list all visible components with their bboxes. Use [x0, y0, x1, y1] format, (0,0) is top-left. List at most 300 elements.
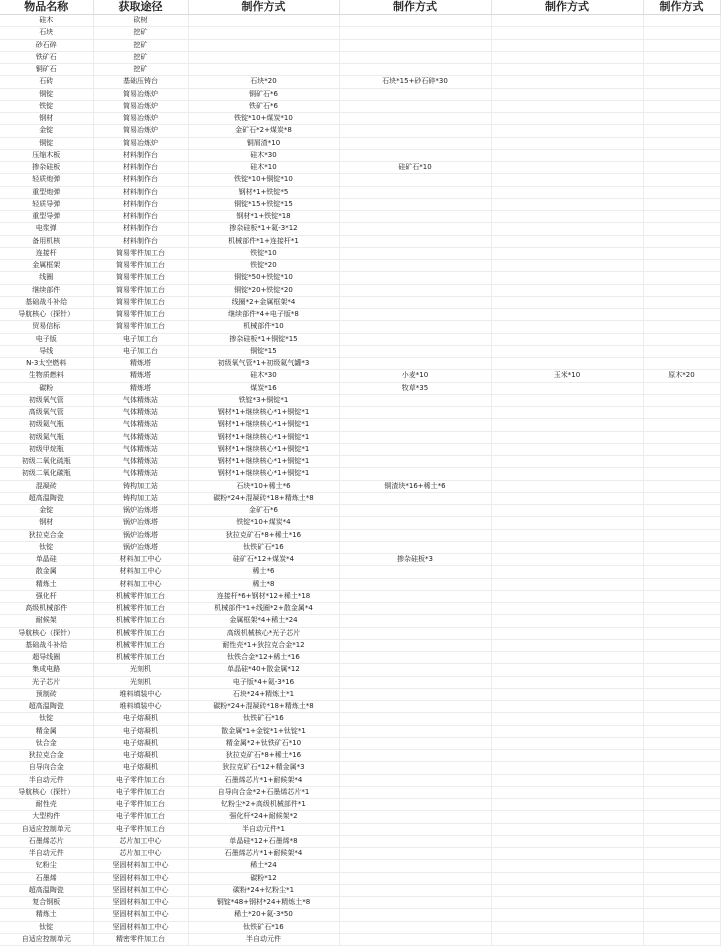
- cell-recipe-4[interactable]: [643, 39, 720, 51]
- cell-recipe-1[interactable]: 钛铁矿石*16: [188, 541, 339, 553]
- cell-recipe-1[interactable]: 钢材*1+继续核心*1+铜锭*1: [188, 468, 339, 480]
- cell-item-name[interactable]: 线圈: [0, 272, 93, 284]
- cell-item-name[interactable]: 导线: [0, 345, 93, 357]
- cell-recipe-3[interactable]: [491, 505, 643, 517]
- cell-recipe-3[interactable]: [491, 750, 643, 762]
- cell-recipe-3[interactable]: [491, 272, 643, 284]
- cell-item-name[interactable]: 精炼土: [0, 578, 93, 590]
- cell-recipe-2[interactable]: [339, 774, 491, 786]
- header-recipe-4[interactable]: 制作方式: [643, 0, 720, 15]
- cell-recipe-3[interactable]: [491, 701, 643, 713]
- cell-recipe-1[interactable]: 硅木*30: [188, 370, 339, 382]
- cell-source[interactable]: 光刻机: [93, 676, 188, 688]
- header-item-name[interactable]: 物品名称: [0, 0, 93, 15]
- cell-item-name[interactable]: 生物质燃料: [0, 370, 93, 382]
- cell-recipe-1[interactable]: [188, 27, 339, 39]
- cell-recipe-1[interactable]: 散金属*1+金锭*1+钛锭*1: [188, 725, 339, 737]
- cell-recipe-4[interactable]: [643, 296, 720, 308]
- cell-recipe-3[interactable]: [491, 407, 643, 419]
- cell-recipe-2[interactable]: [339, 333, 491, 345]
- cell-item-name[interactable]: 石墨烯: [0, 872, 93, 884]
- cell-recipe-1[interactable]: 稀土*8: [188, 578, 339, 590]
- cell-recipe-4[interactable]: [643, 64, 720, 76]
- cell-source[interactable]: 简易冶炼炉: [93, 125, 188, 137]
- cell-source[interactable]: 材料制作台: [93, 198, 188, 210]
- cell-item-name[interactable]: 超高温陶瓷: [0, 701, 93, 713]
- cell-source[interactable]: 精炼塔: [93, 358, 188, 370]
- cell-recipe-2[interactable]: [339, 884, 491, 896]
- cell-source[interactable]: 气体精炼站: [93, 419, 188, 431]
- cell-source[interactable]: 气体精炼站: [93, 456, 188, 468]
- cell-item-name[interactable]: 导航核心（探针）: [0, 309, 93, 321]
- cell-recipe-3[interactable]: [491, 603, 643, 615]
- cell-recipe-2[interactable]: [339, 492, 491, 504]
- cell-recipe-4[interactable]: [643, 407, 720, 419]
- cell-source[interactable]: 堆料填装中心: [93, 701, 188, 713]
- cell-recipe-1[interactable]: 钢材*1+继续核心*1+铜锭*1: [188, 443, 339, 455]
- cell-source[interactable]: 简易零件加工台: [93, 247, 188, 259]
- cell-recipe-2[interactable]: [339, 823, 491, 835]
- cell-recipe-1[interactable]: [188, 51, 339, 63]
- cell-item-name[interactable]: 石块: [0, 27, 93, 39]
- cell-recipe-3[interactable]: [491, 480, 643, 492]
- cell-recipe-1[interactable]: 铜锭*15: [188, 345, 339, 357]
- cell-item-name[interactable]: 铜矿石: [0, 64, 93, 76]
- cell-recipe-3[interactable]: [491, 835, 643, 847]
- cell-source[interactable]: 机械零件加工台: [93, 627, 188, 639]
- cell-source[interactable]: 电子零件加工台: [93, 811, 188, 823]
- cell-item-name[interactable]: 备用机核: [0, 235, 93, 247]
- cell-source[interactable]: 坚固材料加工中心: [93, 921, 188, 933]
- cell-recipe-1[interactable]: 金矿石*6: [188, 505, 339, 517]
- cell-recipe-2[interactable]: [339, 652, 491, 664]
- cell-recipe-1[interactable]: 石墨烯芯片*1+耐候架*4: [188, 848, 339, 860]
- cell-recipe-3[interactable]: [491, 774, 643, 786]
- cell-item-name[interactable]: 预制砖: [0, 688, 93, 700]
- cell-recipe-3[interactable]: [491, 382, 643, 394]
- cell-recipe-2[interactable]: 铜渣块*16+稀土*6: [339, 480, 491, 492]
- cell-recipe-4[interactable]: [643, 198, 720, 210]
- cell-recipe-4[interactable]: [643, 223, 720, 235]
- cell-recipe-2[interactable]: [339, 358, 491, 370]
- cell-recipe-2[interactable]: [339, 517, 491, 529]
- cell-recipe-2[interactable]: [339, 223, 491, 235]
- cell-recipe-3[interactable]: [491, 652, 643, 664]
- cell-recipe-2[interactable]: [339, 443, 491, 455]
- cell-item-name[interactable]: 基础战斗补给: [0, 639, 93, 651]
- cell-recipe-2[interactable]: [339, 615, 491, 627]
- cell-source[interactable]: 材料制作台: [93, 235, 188, 247]
- cell-recipe-1[interactable]: 钢材*1+继续核心*1+铜锭*1: [188, 431, 339, 443]
- cell-recipe-1[interactable]: 连接杆*6+钢材*12+稀土*18: [188, 590, 339, 602]
- cell-recipe-1[interactable]: 铁矿石*6: [188, 100, 339, 112]
- cell-item-name[interactable]: 石砖: [0, 76, 93, 88]
- cell-recipe-1[interactable]: 掺杂硅板*1+氦-3*12: [188, 223, 339, 235]
- cell-item-name[interactable]: 钛锭: [0, 713, 93, 725]
- cell-recipe-3[interactable]: [491, 676, 643, 688]
- cell-recipe-2[interactable]: [339, 137, 491, 149]
- cell-recipe-4[interactable]: [643, 652, 720, 664]
- cell-recipe-2[interactable]: 硅矿石*10: [339, 162, 491, 174]
- cell-recipe-2[interactable]: [339, 100, 491, 112]
- cell-recipe-2[interactable]: 牧草*35: [339, 382, 491, 394]
- cell-item-name[interactable]: 超高温陶瓷: [0, 492, 93, 504]
- cell-recipe-3[interactable]: [491, 921, 643, 933]
- cell-recipe-1[interactable]: 单晶硅*12+石墨烯*8: [188, 835, 339, 847]
- cell-source[interactable]: 光刻机: [93, 664, 188, 676]
- cell-item-name[interactable]: 初级二氧化碳瓶: [0, 468, 93, 480]
- cell-recipe-1[interactable]: 铜屑渣*10: [188, 137, 339, 149]
- cell-recipe-4[interactable]: [643, 247, 720, 259]
- cell-recipe-4[interactable]: [643, 848, 720, 860]
- cell-source[interactable]: 锅炉冶炼塔: [93, 505, 188, 517]
- cell-recipe-1[interactable]: 石块*10+稀土*6: [188, 480, 339, 492]
- cell-recipe-4[interactable]: [643, 701, 720, 713]
- cell-recipe-4[interactable]: [643, 211, 720, 223]
- cell-recipe-2[interactable]: [339, 284, 491, 296]
- cell-item-name[interactable]: 高级氧气管: [0, 407, 93, 419]
- cell-source[interactable]: 坚固材料加工中心: [93, 884, 188, 896]
- cell-source[interactable]: 锅炉冶炼塔: [93, 529, 188, 541]
- cell-recipe-1[interactable]: 电子版*4+氦-3*16: [188, 676, 339, 688]
- cell-recipe-4[interactable]: [643, 933, 720, 945]
- cell-recipe-3[interactable]: [491, 786, 643, 798]
- cell-recipe-3[interactable]: [491, 345, 643, 357]
- cell-item-name[interactable]: 铜锭: [0, 88, 93, 100]
- cell-recipe-3[interactable]: [491, 443, 643, 455]
- cell-item-name[interactable]: 钢材: [0, 517, 93, 529]
- cell-source[interactable]: 材料制作台: [93, 162, 188, 174]
- cell-item-name[interactable]: 半自动元件: [0, 774, 93, 786]
- cell-item-name[interactable]: 铁矿石: [0, 51, 93, 63]
- cell-recipe-3[interactable]: [491, 223, 643, 235]
- cell-source[interactable]: 芯片加工中心: [93, 848, 188, 860]
- cell-recipe-3[interactable]: [491, 823, 643, 835]
- cell-item-name[interactable]: 电子版: [0, 333, 93, 345]
- cell-recipe-4[interactable]: [643, 627, 720, 639]
- cell-recipe-4[interactable]: [643, 615, 720, 627]
- cell-source[interactable]: 芯片加工中心: [93, 835, 188, 847]
- cell-source[interactable]: 坚固材料加工中心: [93, 872, 188, 884]
- cell-item-name[interactable]: 高级机械部件: [0, 603, 93, 615]
- cell-recipe-4[interactable]: [643, 529, 720, 541]
- cell-recipe-4[interactable]: [643, 505, 720, 517]
- cell-source[interactable]: 坚固材料加工中心: [93, 860, 188, 872]
- cell-recipe-1[interactable]: 稀土*6: [188, 566, 339, 578]
- cell-recipe-4[interactable]: [643, 76, 720, 88]
- cell-source[interactable]: 电子加工台: [93, 333, 188, 345]
- cell-item-name[interactable]: 强化杆: [0, 590, 93, 602]
- cell-recipe-1[interactable]: 精金属*2+钛铁矿石*10: [188, 737, 339, 749]
- cell-source[interactable]: 简易冶炼炉: [93, 88, 188, 100]
- cell-recipe-2[interactable]: [339, 247, 491, 259]
- cell-item-name[interactable]: 初级氦气瓶: [0, 419, 93, 431]
- cell-recipe-1[interactable]: 钢材*1+继续核心*1+铜锭*1: [188, 407, 339, 419]
- cell-recipe-3[interactable]: [491, 456, 643, 468]
- cell-recipe-2[interactable]: [339, 296, 491, 308]
- cell-recipe-4[interactable]: [643, 811, 720, 823]
- cell-recipe-1[interactable]: 机械部件*1+连接杆*1: [188, 235, 339, 247]
- cell-recipe-4[interactable]: [643, 835, 720, 847]
- cell-recipe-2[interactable]: [339, 235, 491, 247]
- cell-recipe-2[interactable]: [339, 260, 491, 272]
- cell-recipe-2[interactable]: [339, 321, 491, 333]
- cell-item-name[interactable]: 压缩木板: [0, 149, 93, 161]
- cell-source[interactable]: 锅炉冶炼塔: [93, 541, 188, 553]
- cell-recipe-2[interactable]: [339, 125, 491, 137]
- cell-source[interactable]: 挖矿: [93, 39, 188, 51]
- cell-source[interactable]: 气体精炼站: [93, 468, 188, 480]
- cell-recipe-1[interactable]: 铁锭*3+铜锭*1: [188, 394, 339, 406]
- cell-source[interactable]: 材料制作台: [93, 149, 188, 161]
- cell-recipe-3[interactable]: [491, 811, 643, 823]
- cell-item-name[interactable]: 硅木: [0, 15, 93, 27]
- cell-source[interactable]: 电子零件加工台: [93, 823, 188, 835]
- cell-recipe-4[interactable]: [643, 639, 720, 651]
- cell-recipe-2[interactable]: 掺杂硅板*3: [339, 554, 491, 566]
- cell-item-name[interactable]: 继续部件: [0, 284, 93, 296]
- cell-recipe-2[interactable]: [339, 211, 491, 223]
- cell-recipe-3[interactable]: [491, 578, 643, 590]
- cell-recipe-1[interactable]: [188, 64, 339, 76]
- cell-item-name[interactable]: N-3太空燃料: [0, 358, 93, 370]
- cell-item-name[interactable]: 超导线圈: [0, 652, 93, 664]
- cell-recipe-3[interactable]: [491, 872, 643, 884]
- cell-recipe-1[interactable]: 碳粉*12: [188, 872, 339, 884]
- cell-item-name[interactable]: 半自动元件: [0, 848, 93, 860]
- cell-recipe-1[interactable]: 钢材*1+铁锭*18: [188, 211, 339, 223]
- cell-recipe-2[interactable]: [339, 394, 491, 406]
- cell-recipe-2[interactable]: [339, 835, 491, 847]
- cell-recipe-1[interactable]: 煤炭*16: [188, 382, 339, 394]
- cell-recipe-4[interactable]: [643, 443, 720, 455]
- cell-recipe-2[interactable]: [339, 578, 491, 590]
- cell-item-name[interactable]: 精炼土: [0, 909, 93, 921]
- cell-recipe-4[interactable]: [643, 88, 720, 100]
- cell-recipe-3[interactable]: [491, 149, 643, 161]
- cell-source[interactable]: 简易零件加工台: [93, 272, 188, 284]
- cell-recipe-2[interactable]: 石块*15+砂石碎*30: [339, 76, 491, 88]
- cell-recipe-1[interactable]: 碳粉*24+混凝砖*18+精炼土*8: [188, 492, 339, 504]
- cell-source[interactable]: 堆料填装中心: [93, 688, 188, 700]
- cell-recipe-2[interactable]: [339, 848, 491, 860]
- cell-source[interactable]: 电子熔凝机: [93, 713, 188, 725]
- cell-recipe-2[interactable]: [339, 15, 491, 27]
- cell-recipe-4[interactable]: [643, 431, 720, 443]
- cell-source[interactable]: 电子熔凝机: [93, 725, 188, 737]
- cell-item-name[interactable]: 金属框架: [0, 260, 93, 272]
- cell-item-name[interactable]: 钛锭: [0, 921, 93, 933]
- cell-source[interactable]: 坚固材料加工中心: [93, 897, 188, 909]
- cell-item-name[interactable]: 轻质导弹: [0, 198, 93, 210]
- cell-recipe-2[interactable]: [339, 676, 491, 688]
- cell-recipe-3[interactable]: [491, 64, 643, 76]
- cell-recipe-1[interactable]: 铁锭*20: [188, 260, 339, 272]
- cell-source[interactable]: 气体精炼站: [93, 443, 188, 455]
- cell-recipe-4[interactable]: [643, 688, 720, 700]
- cell-source[interactable]: 材料制作台: [93, 211, 188, 223]
- cell-item-name[interactable]: 导航核心（探针）: [0, 627, 93, 639]
- cell-recipe-3[interactable]: [491, 566, 643, 578]
- cell-recipe-3[interactable]: [491, 137, 643, 149]
- cell-recipe-2[interactable]: [339, 701, 491, 713]
- cell-recipe-2[interactable]: [339, 909, 491, 921]
- cell-recipe-3[interactable]: [491, 333, 643, 345]
- header-recipe-2[interactable]: 制作方式: [339, 0, 491, 15]
- cell-recipe-3[interactable]: [491, 713, 643, 725]
- cell-recipe-1[interactable]: 钛铁矿石*16: [188, 921, 339, 933]
- header-source[interactable]: 获取途径: [93, 0, 188, 15]
- cell-recipe-3[interactable]: [491, 762, 643, 774]
- cell-recipe-4[interactable]: [643, 492, 720, 504]
- cell-recipe-2[interactable]: [339, 566, 491, 578]
- cell-recipe-3[interactable]: [491, 529, 643, 541]
- cell-recipe-1[interactable]: 金矿石*2+煤炭*8: [188, 125, 339, 137]
- cell-item-name[interactable]: 集成电路: [0, 664, 93, 676]
- cell-recipe-1[interactable]: 机械部件*10: [188, 321, 339, 333]
- cell-item-name[interactable]: 耐候架: [0, 615, 93, 627]
- cell-item-name[interactable]: 铁锭: [0, 100, 93, 112]
- cell-recipe-3[interactable]: [491, 737, 643, 749]
- cell-recipe-4[interactable]: [643, 137, 720, 149]
- cell-source[interactable]: 材料加工中心: [93, 554, 188, 566]
- cell-recipe-3[interactable]: [491, 125, 643, 137]
- cell-item-name[interactable]: 单晶硅: [0, 554, 93, 566]
- cell-recipe-2[interactable]: [339, 603, 491, 615]
- cell-recipe-1[interactable]: 强化杆*24+耐候架*2: [188, 811, 339, 823]
- cell-item-name[interactable]: 钛合金: [0, 737, 93, 749]
- cell-recipe-4[interactable]: [643, 309, 720, 321]
- cell-recipe-2[interactable]: [339, 627, 491, 639]
- cell-recipe-2[interactable]: [339, 456, 491, 468]
- cell-recipe-4[interactable]: [643, 554, 720, 566]
- cell-recipe-1[interactable]: 硅矿石*12+煤炭*4: [188, 554, 339, 566]
- cell-recipe-2[interactable]: [339, 345, 491, 357]
- cell-source[interactable]: 挖矿: [93, 51, 188, 63]
- cell-source[interactable]: 机械零件加工台: [93, 652, 188, 664]
- cell-item-name[interactable]: 钛锭: [0, 541, 93, 553]
- cell-source[interactable]: 电子零件加工台: [93, 774, 188, 786]
- cell-recipe-4[interactable]: [643, 578, 720, 590]
- cell-source[interactable]: 机械零件加工台: [93, 615, 188, 627]
- cell-recipe-1[interactable]: 狄拉克矿石*12+精金属*3: [188, 762, 339, 774]
- cell-item-name[interactable]: 贸易信标: [0, 321, 93, 333]
- cell-recipe-3[interactable]: [491, 431, 643, 443]
- cell-recipe-4[interactable]: [643, 480, 720, 492]
- cell-recipe-3[interactable]: [491, 186, 643, 198]
- cell-source[interactable]: 气体精炼站: [93, 431, 188, 443]
- cell-recipe-3[interactable]: [491, 309, 643, 321]
- cell-recipe-1[interactable]: 自导向合金*2+石墨烯芯片*1: [188, 786, 339, 798]
- cell-recipe-2[interactable]: [339, 468, 491, 480]
- cell-item-name[interactable]: 金锭: [0, 505, 93, 517]
- cell-recipe-2[interactable]: [339, 799, 491, 811]
- cell-item-name[interactable]: 基础战斗补给: [0, 296, 93, 308]
- cell-recipe-1[interactable]: 铜锭*48+钢材*24+精炼土*8: [188, 897, 339, 909]
- cell-recipe-4[interactable]: [643, 713, 720, 725]
- cell-recipe-4[interactable]: [643, 921, 720, 933]
- cell-source[interactable]: 简易冶炼炉: [93, 100, 188, 112]
- cell-recipe-3[interactable]: [491, 39, 643, 51]
- cell-source[interactable]: 简易冶炼炉: [93, 113, 188, 125]
- cell-source[interactable]: 电子加工台: [93, 345, 188, 357]
- cell-item-name[interactable]: 电浆弹: [0, 223, 93, 235]
- cell-source[interactable]: 材料制作台: [93, 186, 188, 198]
- cell-recipe-3[interactable]: [491, 799, 643, 811]
- cell-item-name[interactable]: 自适应控制单元: [0, 933, 93, 945]
- cell-recipe-4[interactable]: [643, 27, 720, 39]
- cell-recipe-3[interactable]: [491, 419, 643, 431]
- cell-recipe-3[interactable]: [491, 909, 643, 921]
- cell-recipe-1[interactable]: 线圈*2+金属框架*4: [188, 296, 339, 308]
- cell-recipe-2[interactable]: [339, 149, 491, 161]
- cell-recipe-4[interactable]: [643, 676, 720, 688]
- cell-recipe-2[interactable]: [339, 664, 491, 676]
- cell-source[interactable]: 材料制作台: [93, 223, 188, 235]
- cell-source[interactable]: 气体精炼站: [93, 394, 188, 406]
- cell-item-name[interactable]: 混凝砖: [0, 480, 93, 492]
- cell-recipe-3[interactable]: [491, 394, 643, 406]
- cell-recipe-1[interactable]: 铜锭*50+铁锭*10: [188, 272, 339, 284]
- cell-recipe-3[interactable]: [491, 321, 643, 333]
- cell-recipe-3[interactable]: [491, 27, 643, 39]
- cell-recipe-3[interactable]: [491, 162, 643, 174]
- cell-item-name[interactable]: 铜锭: [0, 137, 93, 149]
- cell-recipe-4[interactable]: [643, 272, 720, 284]
- cell-recipe-2[interactable]: [339, 113, 491, 125]
- cell-recipe-1[interactable]: 稀土*20+氦-3*50: [188, 909, 339, 921]
- cell-recipe-1[interactable]: 掺杂硅板*1+铜锭*15: [188, 333, 339, 345]
- cell-recipe-4[interactable]: [643, 321, 720, 333]
- cell-recipe-1[interactable]: 狄拉克矿石*8+稀土*16: [188, 529, 339, 541]
- cell-source[interactable]: 基础压铸台: [93, 76, 188, 88]
- cell-source[interactable]: 铸构加工站: [93, 480, 188, 492]
- cell-recipe-1[interactable]: 耐性壳*1+狄拉克合金*12: [188, 639, 339, 651]
- cell-source[interactable]: 简易冶炼炉: [93, 137, 188, 149]
- cell-recipe-2[interactable]: [339, 51, 491, 63]
- cell-recipe-3[interactable]: [491, 468, 643, 480]
- cell-recipe-1[interactable]: 单晶硅*40+散金属*12: [188, 664, 339, 676]
- cell-recipe-1[interactable]: 半自动元件*1: [188, 823, 339, 835]
- cell-item-name[interactable]: 复合钢板: [0, 897, 93, 909]
- cell-recipe-2[interactable]: [339, 921, 491, 933]
- cell-recipe-2[interactable]: [339, 933, 491, 945]
- cell-recipe-1[interactable]: 铁锭*10+煤炭*10: [188, 113, 339, 125]
- cell-recipe-1[interactable]: 石墨烯芯片*1+耐候架*4: [188, 774, 339, 786]
- cell-recipe-3[interactable]: [491, 51, 643, 63]
- cell-item-name[interactable]: 初级氧气管: [0, 394, 93, 406]
- cell-source[interactable]: 材料加工中心: [93, 578, 188, 590]
- cell-recipe-4[interactable]: [643, 100, 720, 112]
- cell-recipe-2[interactable]: 小麦*10: [339, 370, 491, 382]
- cell-recipe-4[interactable]: [643, 174, 720, 186]
- cell-source[interactable]: 铸构加工站: [93, 492, 188, 504]
- cell-recipe-2[interactable]: [339, 198, 491, 210]
- cell-recipe-1[interactable]: 碳粉*24+混凝砖*18+精炼土*8: [188, 701, 339, 713]
- cell-recipe-3[interactable]: [491, 664, 643, 676]
- cell-recipe-1[interactable]: 碳粉*24+钇粉尘*1: [188, 884, 339, 896]
- cell-recipe-4[interactable]: [643, 664, 720, 676]
- cell-source[interactable]: 精炼塔: [93, 382, 188, 394]
- cell-recipe-4[interactable]: [643, 897, 720, 909]
- cell-recipe-3[interactable]: [491, 639, 643, 651]
- cell-source[interactable]: 挖矿: [93, 64, 188, 76]
- cell-recipe-1[interactable]: 钢材*1+铁锭*5: [188, 186, 339, 198]
- cell-recipe-1[interactable]: 铁锭*10: [188, 247, 339, 259]
- cell-recipe-2[interactable]: [339, 39, 491, 51]
- cell-recipe-3[interactable]: [491, 113, 643, 125]
- cell-recipe-1[interactable]: 钢材*1+继续核心*1+铜锭*1: [188, 456, 339, 468]
